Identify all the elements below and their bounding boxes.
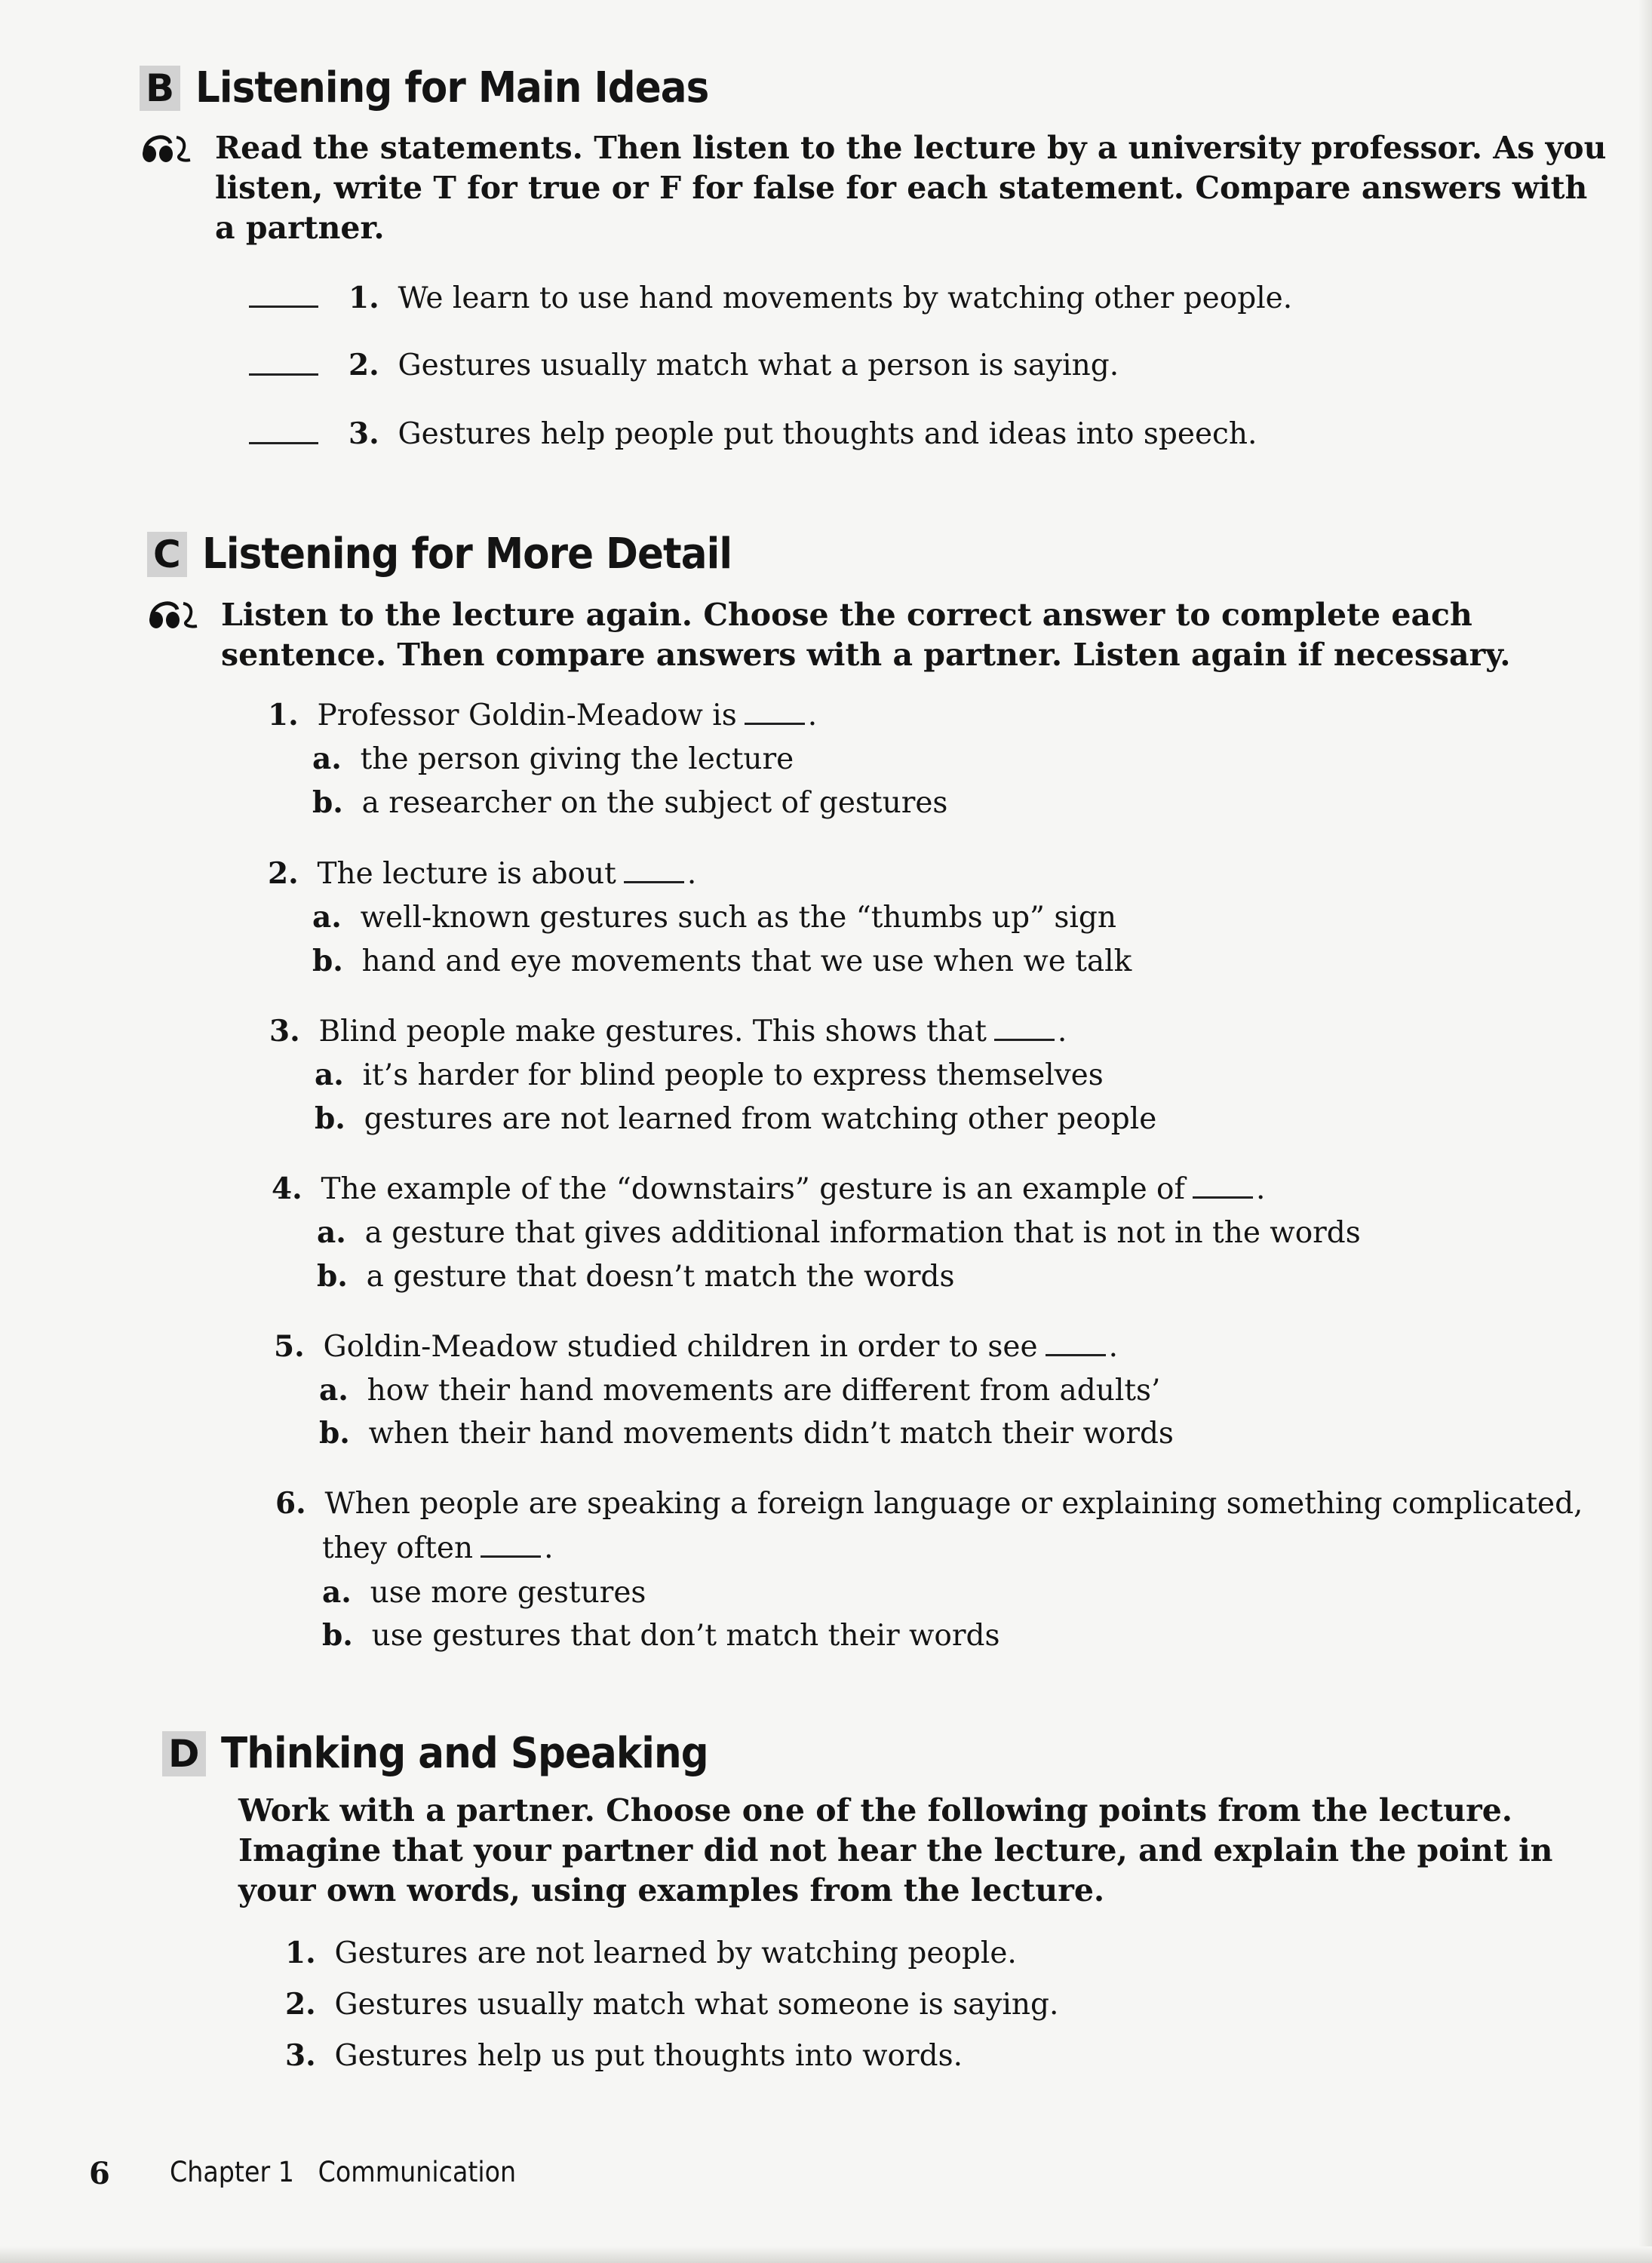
question-1-option-a[interactable]: a. the person giving the lecture (312, 742, 794, 776)
statement-1: 1. We learn to use hand movements by watching other people. (349, 281, 1293, 315)
chapter-label: Chapter 1 Communication (170, 2156, 517, 2188)
question-5-option-b[interactable]: b. when their hand movements didn’t match their words (319, 1416, 1174, 1451)
instruction-line: Listen to the lecture again. Choose the correct answer to complete each (221, 597, 1472, 633)
answer-blank[interactable] (481, 1555, 541, 1558)
headphones-icon (140, 130, 195, 167)
headphones-icon (147, 596, 201, 634)
question-6-stem: 6. When people are speaking a foreign language or explaining something complicated, (275, 1486, 1583, 1521)
point-2: 2. Gestures usually match what someone is saying. (285, 1987, 1059, 2022)
question-5-stem: 5. Goldin-Meadow studied children in order to see . (274, 1329, 1118, 1364)
question-2-option-b[interactable]: b. hand and eye movements that we use when we talk (312, 944, 1132, 978)
instruction-line: Read the statements. Then listen to the lecture by a university professor. As you (215, 130, 1607, 166)
instruction-line: your own words, using examples from the lecture. (238, 1872, 1105, 1908)
section-b-instructions (215, 128, 1606, 248)
section-c-heading (147, 530, 778, 579)
question-4-option-b[interactable]: b. a gesture that doesn’t match the words (317, 1259, 955, 1294)
point-3: 3. Gestures help us put thoughts into words. (285, 2038, 963, 2073)
bottom-edge-shading (0, 2246, 1652, 2263)
statement-3: 3. Gestures help people put thoughts and ideas into speech. (349, 416, 1257, 451)
answer-blank[interactable] (994, 1038, 1055, 1041)
section-letter: B (140, 66, 180, 111)
question-2-stem: 2. The lecture is about . (268, 856, 697, 891)
section-title: Listening for More Detail (201, 530, 732, 579)
section-title: Thinking and Speaking (220, 1729, 708, 1778)
answer-blank[interactable] (624, 880, 684, 883)
instruction-line: a partner. (215, 210, 385, 246)
question-3-stem: 3. Blind people make gestures. This shows that . (269, 1014, 1067, 1049)
section-c-instructions (221, 595, 1511, 675)
page-number: 6 (89, 2156, 110, 2191)
instruction-line: Work with a partner. Choose one of the following points from the lecture. (238, 1792, 1513, 1829)
section-b-heading (140, 63, 754, 112)
question-6-option-a[interactable]: a. use more gestures (322, 1575, 646, 1610)
question-2-option-a[interactable]: a. well-known gestures such as the “thumbs up” sign (312, 900, 1116, 935)
question-6-option-b[interactable]: b. use gestures that don’t match their words (322, 1618, 1000, 1653)
section-letter: C (147, 532, 187, 577)
section-d-instructions (238, 1791, 1552, 1911)
question-3-option-a[interactable]: a. it’s harder for blind people to express themselves (315, 1058, 1104, 1092)
section-letter: D (162, 1731, 206, 1776)
question-1-stem: 1. Professor Goldin-Meadow is . (268, 698, 818, 732)
instruction-line: Imagine that your partner did not hear the lecture, and explain the point in (238, 1832, 1553, 1868)
section-d-heading (162, 1729, 750, 1778)
statement-2: 2. Gestures usually match what a person is saying. (349, 348, 1119, 382)
page-edge-shading (1638, 0, 1652, 2263)
question-6-stem-continued: they often . (322, 1531, 554, 1565)
answer-blank[interactable] (1193, 1196, 1253, 1199)
question-4-stem: 4. The example of the “downstairs” gesture is an example of . (272, 1171, 1266, 1206)
answer-blank[interactable] (249, 442, 318, 444)
section-title: Listening for Main Ideas (195, 63, 709, 112)
question-5-option-a[interactable]: a. how their hand movements are different from adults’ (319, 1373, 1161, 1408)
answer-blank[interactable] (249, 373, 318, 376)
question-4-option-a[interactable]: a. a gesture that gives additional information that is not in the words (317, 1215, 1361, 1250)
instruction-line: listen, write T for true or F for false for each statement. Compare answers with (215, 170, 1588, 206)
answer-blank[interactable] (745, 722, 805, 725)
point-1: 1. Gestures are not learned by watching people. (285, 1936, 1017, 1970)
answer-blank[interactable] (249, 306, 318, 308)
instruction-line: sentence. Then compare answers with a partner. Listen again if necessary. (221, 637, 1511, 673)
answer-blank[interactable] (1046, 1353, 1106, 1356)
question-3-option-b[interactable]: b. gestures are not learned from watching other people (315, 1101, 1157, 1136)
question-1-option-b[interactable]: b. a researcher on the subject of gestures (312, 785, 948, 820)
